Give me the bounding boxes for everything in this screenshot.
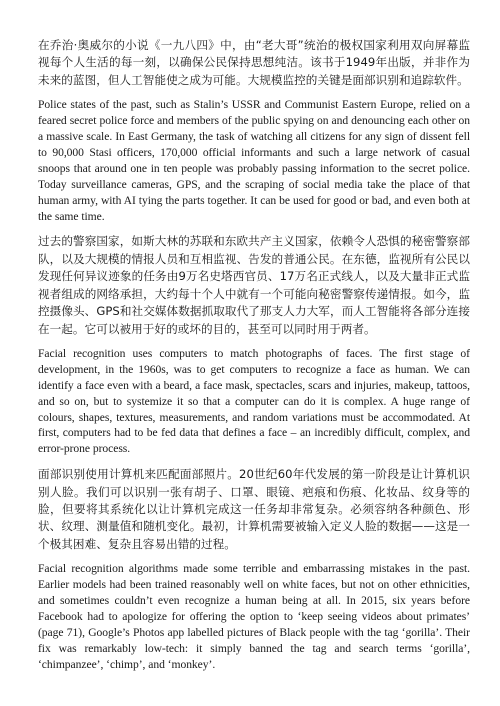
paragraph-zh-facial-recognition: 面部识别使用计算机来匹配面部照片。20世纪60年代发展的第一阶段是让计算机识别人脸。我们可以识别一张有胡子、口罩、眼镜、疤痕和伤痕、化妆品、纹身等的脸，但要将其系统化以让计算机完成这一任务却非常复杂。必须容纳各种颜色、形状、纹理、测量值和随机变化。最初，计算机需要被输入定义人脸的数据——这是一个极其困难、复杂且容易出错的过程。 [38,467,470,551]
paragraph-en-police-states: Police states of the past, such as Stalin’s USSR and Communist Eastern Europe, relied on a feared secret police force and members of the public spying on and denouncing each other on a massive scale. In East Germany, the task of watching all citizens for any sign of dissent fell to 90,000 Stasi officers, 170,000 official informants and such a large network of casual snoops that around one in ten people was probably passing information to the secret police. Today surveillance cameras, GPS, and the scraping of social media take the place of that human army, with AI tying the parts together. It can be used for good or bad, and even both at the same time. [38,98,470,223]
paragraph-en-algorithm-mistakes: Facial recognition algorithms made some terrible and embarrassing mistakes in the past. Earlier models had been trained reasonably well on white faces, but not on other ethnicities, and sometimes couldn’t even recognize a human being at all. In 2015, six years before Facebook had to apologize for offering the option to ‘keep seeing videos about primates’ (page 71), Google’s Photos app labelled pictures of Black people with the tag ‘gorilla’. Their fix was remarkably low-tech: it simply banned the tag and search terms ‘gorilla’, ‘chimpanzee’, ‘chimp’, and ‘monkey’. [38,562,470,671]
paragraph-en-facial-recognition: Facial recognition uses computers to match photographs of faces. The first stage of development, in the 1960s, was to get computers to recognize a face as human. We can identify a face even with a beard, a face mask, spectacles, scars and injuries, makeup, tattoos, and so on, but to systemize it so that a computer can do it is complex. A huge range of colours, shapes, textures, measurements, and random variations must be accommodated. At first, computers had to be fed data that defines a face – an incredibly difficult, complex, and error-prone process. [38,346,470,456]
paragraph-zh-orwell: 在乔治·奥威尔的小说《一九八四》中，由“老大哥”统治的极权国家利用双向屏幕监视每个人生活的每一刻，以确保公民保持思想纯洁。该书于1949年出版，并非作为未来的蓝图，但人工智能使之成为可能。大规模监控的关键是面部识别和追踪软件。 [38,38,470,87]
page-body [38,37,470,673]
paragraph-zh-police-states: 过去的警察国家，如斯大林的苏联和东欧共产主义国家，依赖令人恐惧的秘密警察部队，以及大规模的情报人员和互相监视、告发的普通公民。在东德，监视所有公民以发现任何异议迹象的任务由9万名史塔西官员、17万名正式线人，以及大量非正式监视者组成的网络承担，大约每十个人中就有一个可能向秘密警察传递情报。如今，监控摄像头、GPS和社交媒体数据抓取取代了那支人力大军，而人工智能将各部分连接在一起。它可以被用于好的或坏的目的，甚至可以同时用于两者。 [38,234,470,336]
